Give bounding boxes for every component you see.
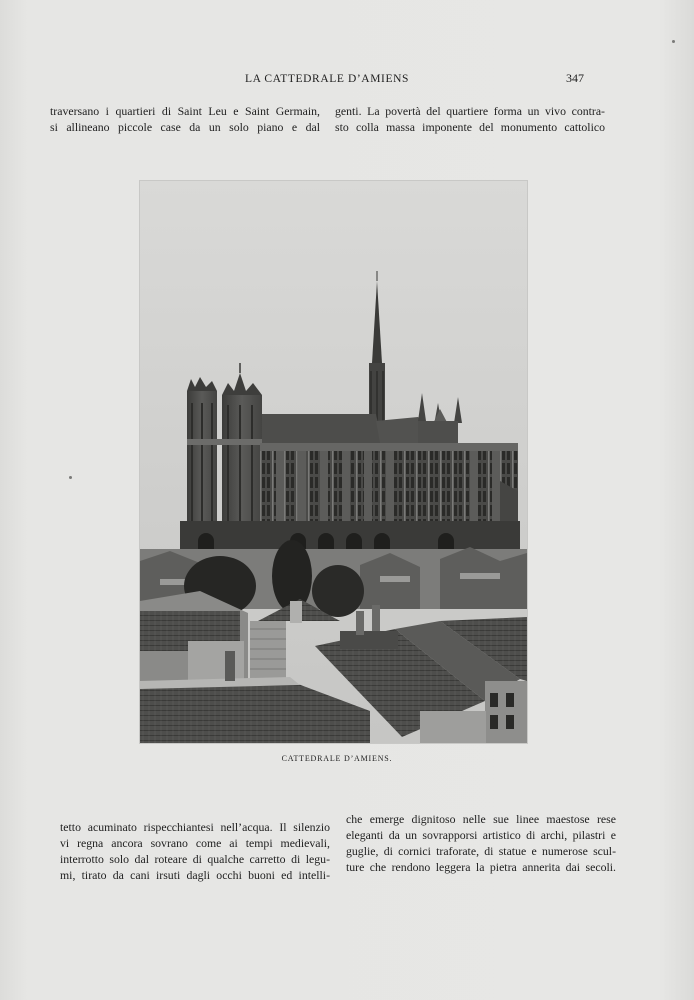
text-line: ture che rendono leggera la pietra annerita dai secoli.	[346, 860, 616, 874]
text-line: mi, tirato da cani irsuti dagli occhi buoni ed intelli-	[60, 868, 330, 882]
text-line: si allineano piccole case da un solo piano e dal	[50, 120, 320, 134]
text-line: genti. La povertà del quartiere forma un vivo contra-	[335, 104, 605, 118]
text-line: traversano i quartieri di Saint Leu e Saint Germain,	[50, 104, 320, 118]
text-line: vi regna ancora sovrano come ai tempi medievali,	[60, 836, 330, 850]
text-line: guglie, di cornici traforate, di statue e numerose scul-	[346, 844, 616, 858]
text-column-bottom-right	[346, 811, 616, 875]
text-line: eleganti da un sovrapporsi artistico di archi, pilastri e	[346, 828, 616, 842]
text-line: interrotto solo dal roteare di qualche carretto di legu-	[60, 852, 330, 866]
text-line: sto colla massa imponente del monumento cattolico	[335, 120, 605, 134]
page-number: 347	[566, 71, 584, 85]
figure-caption: CATTEDRALE D’AMIENS.	[281, 754, 393, 763]
running-title: LA CATTEDRALE D’AMIENS	[245, 73, 409, 85]
cathedral-illustration	[140, 181, 527, 743]
paper-speck	[69, 476, 72, 479]
text-line: tetto acuminato rispecchiantesi nell’acqua. Il silenzio	[60, 820, 330, 834]
paper-speck	[672, 40, 675, 43]
cathedral-photograph	[140, 181, 527, 743]
text-column-top-right	[335, 103, 605, 135]
text-column-top-left	[50, 103, 320, 135]
text-line: che emerge dignitoso nelle sue linee maestose rese	[346, 812, 616, 826]
text-column-bottom-left	[60, 819, 330, 883]
